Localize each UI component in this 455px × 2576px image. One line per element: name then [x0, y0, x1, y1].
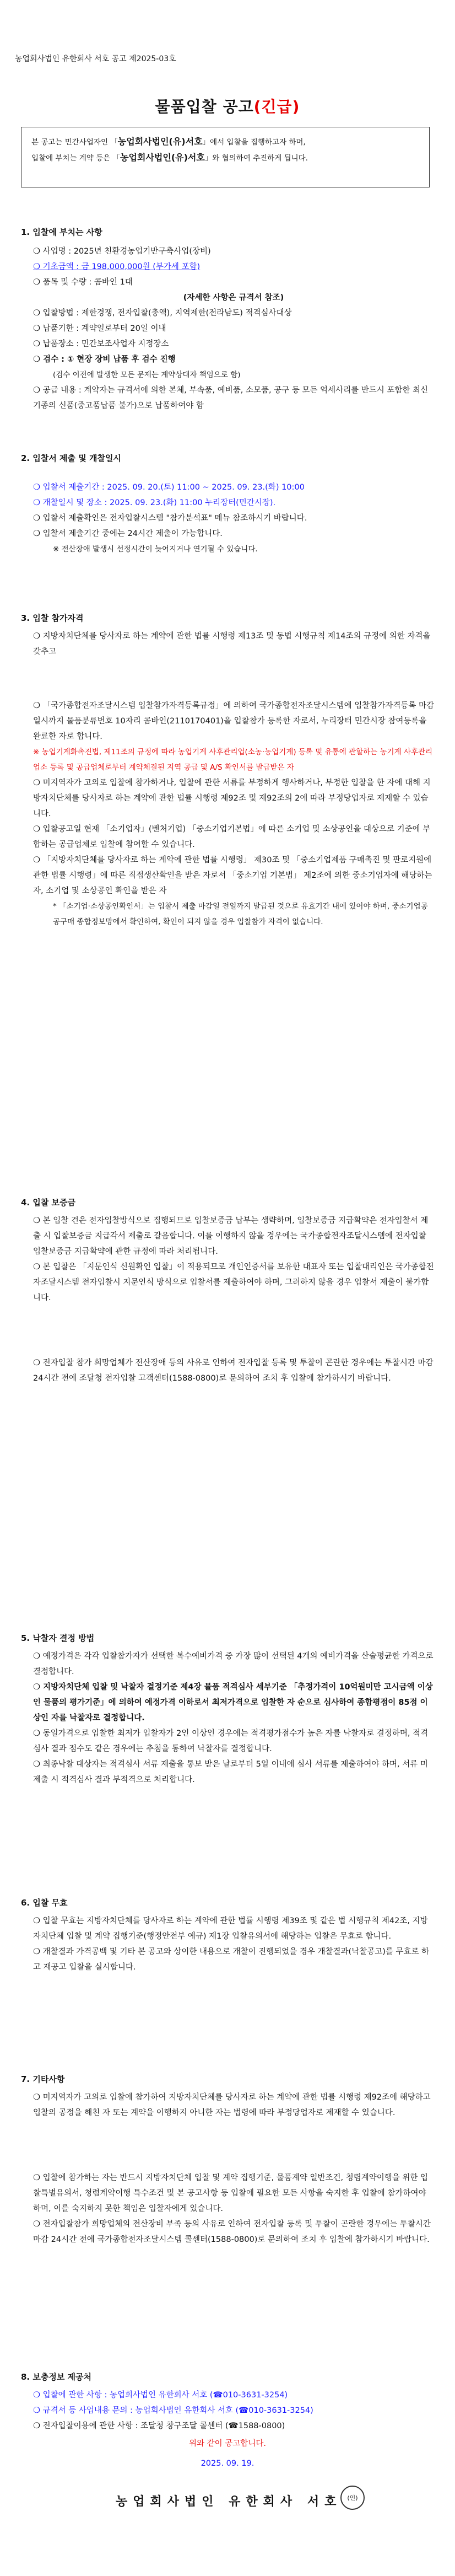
list-item: ❍ 입찰서 제출기간 중에는 24시간 제출이 가능합니다.: [33, 529, 223, 538]
list-item: ❍ 본 입찰은 「지문인식 신원확인 입찰」이 적용되므로 개인인증서를 보유한 대표자 또는 입찰대리인은 국가종합전자조달시스템 전자입찰시 지문인식 방식으로 입찰서를 제출하여야 하며, 그러하지 않을 경우 입찰서 제출이 불가합니다.: [33, 1263, 434, 1302]
closing-org: 농업회사법인 유한회사 서호: [116, 2495, 342, 2509]
list-item: ❍ 입찰서 제출확인은 전자입찰시스템 "참가분석표" 메뉴 참조하시기 바랍니다.: [33, 514, 307, 523]
section-6-items: [33, 1913, 434, 1975]
list-item: * 「소기업·소상공인확인서」는 입찰서 제출 마감일 전일까지 발급된 것으로 유효기간 내에 있어야 하며, 중소기업공공구매 종합정보망에서 확인하여, 확인이 되지 않을 경우 입찰참가 자격이 없습니다.: [53, 902, 428, 926]
list-item: ❍ 규격서 등 사업내용 문의 : 농업회사법인 유한회사 서호 (☎010-3631-3254): [33, 2406, 313, 2415]
list-item: ❍ 입찰에 관한 사항 : 농업회사법인 유한회사 서호 (☎010-3631-3254): [33, 2391, 288, 2400]
list-item: ※ 농업기계화촉진법, 제11조의 규정에 따라 농업기계 사후관리업(소농·농업기계) 등록 및 유통에 관할하는 농기계 사후관리업소 등록 및 공급업체로부터 계약체결된 지역 공급 및 A/S 확인서를 발급받은 자: [33, 748, 433, 772]
list-item: (검수 이전에 발생한 모든 문제는 계약상대자 책임으로 함): [53, 371, 241, 379]
section-title: 4. 입찰 보증금: [21, 1198, 76, 1208]
list-item: ❍ 개찰결과 가격공백 및 기타 본 공고와 상이한 내용으로 개찰이 진행되었을 경우 개찰결과(낙찰공고)를 무효로 하고 재공고 입찰을 실시합니다.: [33, 1947, 430, 1972]
list-item: ❍ 최종낙찰 대상자는 적격심사 서류 제출을 통보 받은 날로부터 5일 이내에 심사 서류를 제출하여야 하며, 서류 미제출 시 적격심사 결과 부적격으로 처리합니다.: [33, 1760, 428, 1784]
notice-box: [21, 127, 430, 187]
section-3-items: [33, 629, 434, 930]
list-item: ❍ 「지방자치단체를 당사자로 하는 계약에 관한 법률 시행령」 제30조 및 「중소기업제품 구매촉진 및 판로지원에 관한 법률 시행령」에 따른 직접생산확인을 받은 자로서 「중소기업 기본법」 제2조에 의한 중소기업자에 해당하는 자, 소기업 및 소상공인 확인을 받은 자: [33, 856, 432, 895]
header-org: 농업회사법인 유한회사 서호 공고: [15, 55, 127, 63]
section-8-items: [33, 2387, 434, 2434]
list-item: ❍ 입찰공고일 현재 「소기업자」(벤처기업) 「중소기업기본법」에 따른 소기업 및 소상공인을 대상으로 기준에 부합하는 공급업체로 입찰에 참여할 수 있습니다.: [33, 825, 431, 849]
list-item: ❍ 본 입찰 건은 전자입찰방식으로 집행되므로 입찰보증금 납부는 생략하며, 입찰보증금 지급확약은 전자입찰서 제출 시 입찰보증금 지급각서 제출로 갈음합니다. 이를 이행하지 않을 경우에는 국가종합전자조달시스템에 전자입찰 입찰보증금 지급확약에 관한 규정에 따라 처리됩니다.: [33, 1216, 429, 1256]
list-item: ※ 전산장애 발생시 선정시간이 늦어지거나 연기될 수 있습니다.: [53, 545, 258, 554]
list-item: ❍ 기초금액 : 금 198,000,000원 (부가세 포함): [33, 262, 201, 271]
list-item: ❍ 예정가격은 각각 입찰참가자가 선택한 복수예비가격 중 가장 많이 선택된 4개의 예비가격을 산술평균한 가격으로 결정합니다.: [33, 1652, 434, 1676]
list-item: ❍ 사업명 : 2025년 친환경농업기반구축사업(장비): [33, 247, 211, 256]
section-title: 1. 입찰에 부치는 사항: [21, 227, 102, 237]
list-item: ❍ 납품장소 : 민간보조사업자 지정장소: [33, 340, 169, 348]
list-item: ❍ 동일가격으로 입찰한 최저가 입찰자가 2인 이상인 경우에는 적격평가점수가 높은 자를 낙찰자로 결정하며, 적격심사 결과 점수도 같은 경우에는 추첨을 통하여 낙찰자를 결정합니다.: [33, 1729, 429, 1753]
list-item: ❍ 납품기한 : 계약일로부터 20일 이내: [33, 324, 166, 333]
page-title: [0, 95, 455, 117]
section-1-items: [33, 244, 434, 414]
list-item: ❍ 지방자치단체를 당사자로 하는 계약에 관한 법률 시행령 제13조 및 동법 시행규칙 제14조의 규정에 의한 자격을 갖추고: [33, 632, 431, 656]
section-7-items: [33, 2090, 434, 2247]
section-title: 5. 낙찰자 결정 방법: [21, 1633, 95, 1643]
notice-text: 」와 협의하여 추진하게 됩니다.: [204, 154, 308, 163]
notice-header: [15, 53, 176, 64]
list-item: ❍ 미지역자가 고의로 입찰에 참가하거나, 입찰에 관한 서류를 부정하게 행사하거나, 부정한 입찰을 한 자에 대해 지방자치단체를 당사자로 하는 계약에 관한 법률 시행령 제92조 및 제92조의 2에 따라 부정당업자로 제재할 수 있습니다.: [33, 779, 431, 818]
section-5-items: [33, 1649, 434, 1788]
section-title: 8. 보충정보 제공처: [21, 2372, 92, 2382]
list-item: ❍ 「국가종합전자조달시스템 입찰참가자격등록규정」에 의하여 국가종합전자조달시스템에 입찰참가자격등록 마감일시까지 물품분류번호 10자리 콤바인(2110170401)을 입찰참가 등록한 자로서, 누리장터 민간시장 참여등록을 완료한 자로 합니다.: [33, 701, 434, 741]
section-title: 7. 기타사항: [21, 2074, 65, 2084]
notice-org: 농업회사법인(유)서호: [117, 136, 203, 147]
list-item: ❍ 검수 : ① 현장 장비 납품 후 검수 진행: [33, 355, 176, 364]
section-title: 3. 입찰 참가자격: [21, 613, 84, 623]
list-item: ❍ 입찰 무효는 지방자치단체를 당사자로 하는 계약에 관한 법률 시행령 제39조 및 같은 법 시행규칙 제42조, 지방자치단체 입찰 및 계약 집행기준(행정안전부 예규) 제1장 입찰유의서에 해당하는 입찰은 무효로 합니다.: [33, 1917, 428, 1941]
list-item: ❍ 미지역자가 고의로 입찰에 참가하여 지방자치단체를 당사자로 하는 계약에 관한 법률 시행령 제92조에 해당하고 입찰의 공정을 해친 자 또는 계약을 이행하지 아니한 자는 법령에 따라 부정당업자로 제재할 수 있습니다.: [33, 2093, 431, 2117]
list-item: ❍ 공급 내용 : 계약자는 규격서에 의한 본체, 부속품, 예비품, 소모품, 공구 등 모든 억세사리를 반드시 포함한 최신 기종의 신품(중고품납품 불가)으로 납품하여야 함: [33, 386, 428, 410]
seal-label: (인): [347, 2494, 358, 2502]
section-4-items: [33, 1213, 434, 1386]
notice-text: 본 공고는 민간사업자인 「: [31, 138, 118, 147]
list-item: ❍ 개찰일시 및 장소 : 2025. 09. 23.(화) 11:00 누리장터(민간시장).: [33, 498, 276, 507]
list-item: ❍ 입찰방법 : 제한경쟁, 전자입찰(총액), 지역제한(전라남도) 적격심사대상: [33, 309, 292, 318]
list-item: ❍ 입찰서 제출기간 : 2025. 09. 20.(토) 11:00 ~ 2025. 09. 23.(화) 10:00: [33, 483, 305, 492]
list-item: ❍ 지방자치단체 입찰 및 낙찰자 결정기준 제4장 물품 적격심사 세부기준 「추정가격이 10억원미만 고시금액 이상인 물품의 평가기준」에 의하여 예정가격 이하로서 최저가격으로 입찰한 자 순으로 심사하여 종합평점이 85점 이상인 자를 낙찰자로 결정합니다.: [33, 1683, 433, 1722]
list-item: ❍ 전자입찰 참가 희망업체가 전산장애 등의 사유로 인하여 전자입찰 등록 및 투찰이 곤란한 경우에는 투찰시간 마감 24시간 전에 조달청 전자입찰 고객센터(1588-0800)로 문의하여 조치 후 입찰에 참가하시기 바랍니다.: [33, 1359, 434, 1383]
notice-text: 입찰에 부치는 계약 등은 「: [31, 154, 121, 163]
list-item: ❍ 전자입찰이용에 관한 사항 : 조달청 창구조달 콜센터 (☎1588-0800): [33, 2422, 285, 2430]
section-title: 6. 입찰 무효: [21, 1898, 68, 1908]
list-item: ❍ 품목 및 수량 : 콤바인 1대: [33, 278, 133, 287]
list-item: ❍ 전자입찰참가 희망업체의 전산장비 부족 등의 사유로 인하여 전자입찰 등록 및 투찰이 곤란한 경우에는 투찰시간 마감 24시간 전에 국가종합전자조달시스템 콜센터(1588-0800)로 문의하여 조치 후 입찰에 참가하시기 바랍니다.: [33, 2220, 431, 2244]
section-title: 2. 입찰서 제출 및 개찰일시: [21, 453, 121, 463]
section-2-items: [33, 480, 434, 557]
header-notice-no: 제2025-03호: [129, 55, 176, 63]
title-main: 물품입찰 공고: [155, 98, 254, 116]
notice-org: 농업회사법인(유)서호: [120, 152, 205, 163]
closing-text: 위와 같이 공고합니다.: [189, 2439, 266, 2448]
title-urgent-tag: (긴급): [253, 98, 300, 116]
list-item: (자세한 사항은 규격서 참조): [183, 293, 284, 302]
notice-text: 」에서 입찰을 집행하고자 하며,: [202, 138, 306, 147]
list-item: ❍ 입찰에 참가하는 자는 반드시 지방자치단체 입찰 및 계약 집행기준, 물품계약 일반조건, 청렴계약이행을 위한 입찰특별유의서, 청렴계약이행 특수조건 및 본 공고사항 등 입찰에 필요한 모든 사항을 숙지한 후 입찰에 참가하여야 하며, 이를 숙지하지 못한 책임은 입찰자에게 있습니다.: [33, 2174, 429, 2213]
closing-date: 2025. 09. 19.: [201, 2459, 254, 2468]
company-seal: [340, 2486, 365, 2510]
